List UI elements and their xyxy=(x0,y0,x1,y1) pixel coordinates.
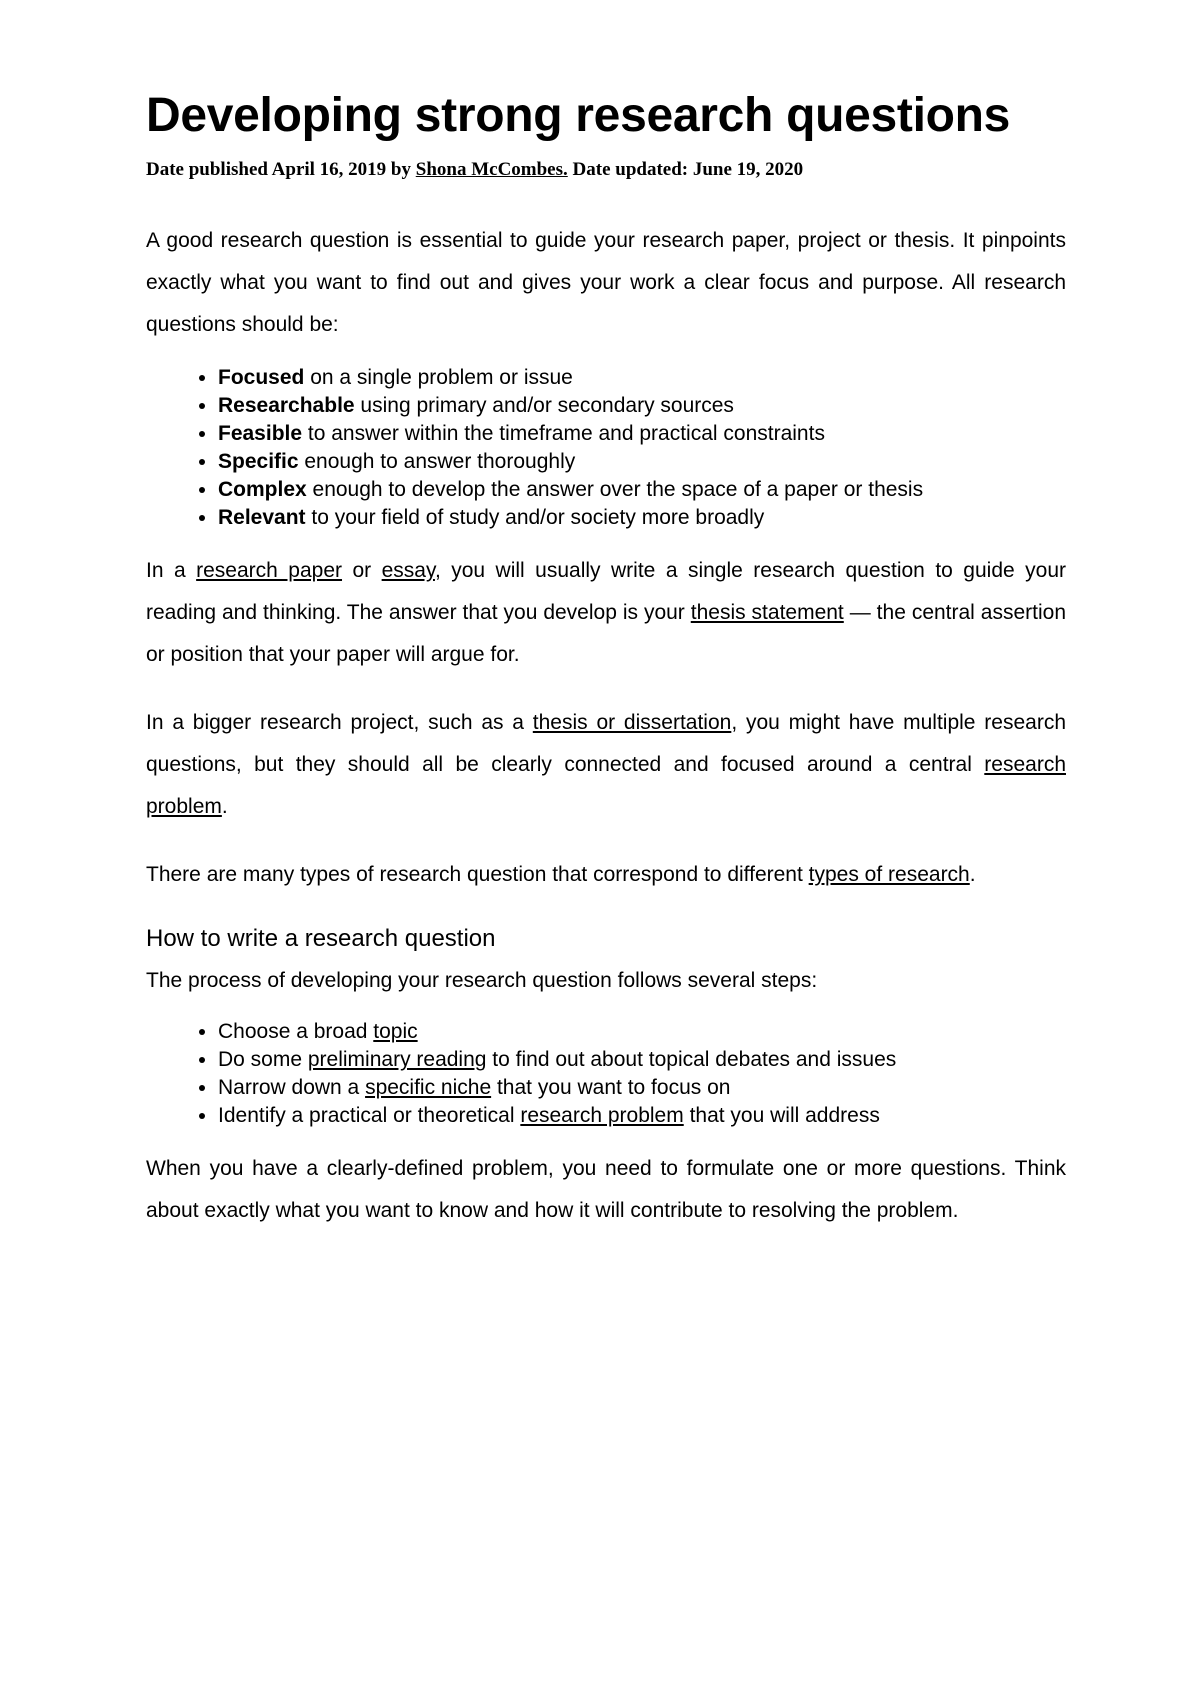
criteria-term: Specific xyxy=(218,450,299,473)
step-text: Narrow down a xyxy=(218,1076,366,1099)
criteria-text: to answer within the timeframe and practical constraints xyxy=(302,422,825,445)
paragraph-text: or xyxy=(342,559,382,582)
updated-date: Date updated: June 19, 2020 xyxy=(567,159,804,180)
criteria-term: Relevant xyxy=(218,506,306,529)
criteria-text: using primary and/or secondary sources xyxy=(354,394,734,417)
publication-meta xyxy=(146,156,1066,184)
step-text: Do some xyxy=(218,1048,308,1071)
step-item xyxy=(218,1102,1066,1130)
paper-paragraph xyxy=(146,550,1066,676)
types-of-research-link[interactable]: types of research xyxy=(808,863,970,886)
criteria-list xyxy=(146,364,1066,532)
paragraph-text: . xyxy=(969,863,976,886)
thesis-dissertation-link[interactable]: thesis or dissertation xyxy=(532,711,732,734)
step-item xyxy=(218,1018,1066,1046)
types-paragraph xyxy=(146,854,1066,896)
section-heading: How to write a research question xyxy=(146,925,496,952)
published-date: Date published April 16, 2019 by xyxy=(146,159,416,180)
steps-intro: The process of developing your research question follows several steps: xyxy=(146,969,818,992)
criteria-item xyxy=(218,448,1066,476)
essay-link[interactable]: essay xyxy=(381,559,435,582)
criteria-item xyxy=(218,364,1066,392)
criteria-text: enough to answer thoroughly xyxy=(298,450,576,473)
author-link[interactable]: Shona McCombes. xyxy=(415,159,568,180)
criteria-item xyxy=(218,420,1066,448)
step-text: to find out about topical debates and issues xyxy=(486,1048,897,1071)
criteria-text: enough to develop the answer over the space of a paper or thesis xyxy=(306,478,924,501)
specific-niche-link[interactable]: specific niche xyxy=(365,1076,492,1099)
preliminary-reading-link[interactable]: preliminary reading xyxy=(307,1048,487,1071)
criteria-item xyxy=(218,476,1066,504)
step-text: that you want to focus on xyxy=(491,1076,731,1099)
paragraph-text: , you might have multiple research questions, but they should all be clearly connected and focused around a central xyxy=(146,711,1066,776)
criteria-item xyxy=(218,504,1066,532)
criteria-term: Complex xyxy=(218,478,307,501)
closing-paragraph: When you have a clearly-defined problem, you need to formulate one or more questions. Think about exactly what you want to know and how it will contribute to resolving the problem. xyxy=(146,1157,1066,1222)
paragraph-text: There are many types of research question that correspond to different xyxy=(146,863,809,886)
research-problem-link[interactable]: research problem xyxy=(520,1104,684,1127)
step-text: that you will address xyxy=(683,1104,880,1127)
step-text: Choose a broad xyxy=(218,1020,374,1043)
document-page xyxy=(146,80,1066,1232)
step-text: Identify a practical or theoretical xyxy=(218,1104,521,1127)
research-paper-link[interactable]: research paper xyxy=(196,559,343,582)
intro-paragraph: A good research question is essential to guide your research paper, project or thesis. It pinpoints exactly what you want to find out and gives your work a clear focus and purpose. All research questions should be: xyxy=(146,229,1066,336)
criteria-item xyxy=(218,392,1066,420)
criteria-term: Focused xyxy=(218,366,305,389)
paragraph-text: In a bigger research project, such as a xyxy=(146,711,533,734)
paragraph-text: In a xyxy=(146,559,197,582)
paragraph-text: — the central assertion or position that your paper will argue for. xyxy=(146,601,1067,666)
paragraph-text: . xyxy=(221,795,228,818)
criteria-term: Researchable xyxy=(218,394,355,417)
step-item xyxy=(218,1074,1066,1102)
steps-list xyxy=(146,1018,1066,1130)
project-paragraph xyxy=(146,702,1066,828)
page-title: Developing strong research questions xyxy=(146,89,1011,142)
research-problem-link[interactable]: research problem xyxy=(146,753,1066,818)
criteria-text: to your field of study and/or society more broadly xyxy=(305,506,765,529)
thesis-statement-link[interactable]: thesis statement xyxy=(690,601,844,624)
criteria-text: on a single problem or issue xyxy=(304,366,573,389)
criteria-term: Feasible xyxy=(218,422,303,445)
step-item xyxy=(218,1046,1066,1074)
topic-link[interactable]: topic xyxy=(373,1020,418,1043)
paragraph-text: , you will usually write a single research question to guide your reading and thinking. The answer that you develop is your xyxy=(146,559,1067,624)
